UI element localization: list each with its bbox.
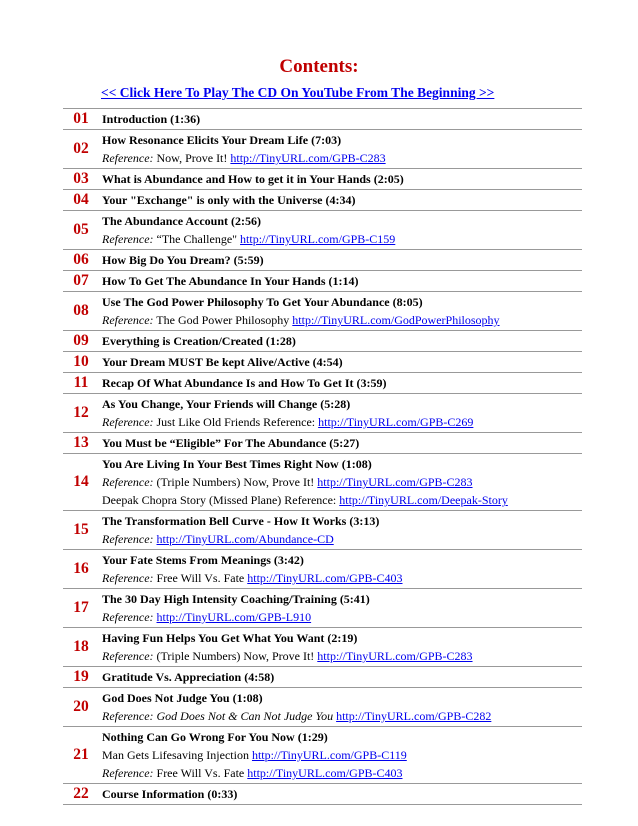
reference-link[interactable]: http://TinyURL.com/Deepak-Story [339,493,508,507]
track-number: 12 [73,404,89,421]
track-title[interactable]: Gratitude Vs. Appreciation (4:58) [102,670,275,684]
toc-row [63,667,582,688]
toc-row [63,589,582,628]
reference-text: Deepak Chopra Story (Missed Plane) Reference: [102,493,340,507]
reference-text: Free Will Vs. Fate [153,571,248,585]
toc-row [63,511,582,550]
reference-link[interactable]: http://TinyURL.com/GPB-C269 [318,415,474,429]
toc-row [63,454,582,511]
track-number: 10 [73,353,89,370]
toc-row [63,550,582,589]
reference-link[interactable]: http://TinyURL.com/GPB-C403 [247,766,403,780]
track-body [99,373,582,393]
reference-link[interactable]: http://TinyURL.com/GPB-C283 [317,649,473,663]
reference-text: (Triple Numbers) Now, Prove It! [153,649,318,663]
reference-line [102,530,582,548]
track-title[interactable]: What is Abundance and How to get it in Your Hands (2:05) [102,172,404,186]
track-body [99,628,582,666]
toc-row [63,394,582,433]
toc-row [63,211,582,250]
reference-line [102,311,582,329]
track-number: 15 [73,521,89,538]
track-number: 21 [73,746,89,763]
track-number: 04 [73,191,89,208]
track-title[interactable]: God Does Not Judge You (1:08) [102,691,263,705]
track-number: 20 [73,698,89,715]
play-youtube-link[interactable]: << Click Here To Play The CD On YouTube From The Beginning >> [101,85,495,100]
reference-label: Reference: [102,649,154,663]
track-body [99,271,582,291]
track-title[interactable]: You Must be “Eligible” For The Abundance (5:27) [102,436,360,450]
track-body [99,454,582,510]
track-title[interactable]: Use The God Power Philosophy To Get Your Abundance (8:05) [102,295,423,309]
reference-text: The God Power Philosophy [153,313,293,327]
track-number: 11 [73,374,89,391]
track-body [99,211,582,249]
reference-label: Reference: [102,571,154,585]
reference-label: Reference: [102,313,154,327]
toc-row [63,727,582,784]
reference-line [102,230,582,248]
track-title[interactable]: How Big Do You Dream? (5:59) [102,253,264,267]
toc-row [63,190,582,211]
toc-row [63,130,582,169]
track-title[interactable]: Course Information (0:33) [102,787,238,801]
reference-label: Reference: [102,475,154,489]
toc-row [63,169,582,190]
track-number: 16 [73,560,89,577]
track-body [99,511,582,549]
track-number: 07 [73,272,89,289]
track-body [99,727,582,783]
reference-link[interactable]: http://TinyURL.com/GPB-C283 [230,151,386,165]
track-number: 03 [73,170,89,187]
track-number: 01 [73,110,89,127]
track-title[interactable]: Nothing Can Go Wrong For You Now (1:29) [102,730,328,744]
toc-row [63,688,582,727]
track-title[interactable]: Introduction (1:36) [102,112,201,126]
track-number: 06 [73,251,89,268]
track-body [99,190,582,210]
reference-link[interactable]: http://TinyURL.com/GodPowerPhilosophy [292,313,500,327]
track-number: 13 [73,434,89,451]
track-body [99,589,582,627]
track-number: 18 [73,638,89,655]
toc-row [63,628,582,667]
track-number: 02 [73,140,89,157]
reference-label: Reference: [102,766,154,780]
reference-text: Man Gets Lifesaving Injection [102,748,252,762]
track-number: 14 [73,473,89,490]
toc-row [63,292,582,331]
track-title[interactable]: How To Get The Abundance In Your Hands (1:14) [102,274,359,288]
track-number: 05 [73,221,89,238]
track-title[interactable]: As You Change, Your Friends will Change (5:28) [102,397,351,411]
track-number: 17 [73,599,89,616]
track-title[interactable]: How Resonance Elicits Your Dream Life (7:03) [102,133,342,147]
track-title[interactable]: The Abundance Account (2:56) [102,214,262,228]
track-title[interactable]: Your Dream MUST Be kept Alive/Active (4:54) [102,355,343,369]
track-title[interactable]: Everything is Creation/Created (1:28) [102,334,296,348]
track-body [99,292,582,330]
toc-row [63,109,582,130]
reference-line [102,707,582,725]
track-number: 09 [73,332,89,349]
track-title[interactable]: The Transformation Bell Curve - How It Works (3:13) [102,514,380,528]
reference-text: Free Will Vs. Fate [153,766,248,780]
reference-line [102,473,582,491]
track-title[interactable]: Your "Exchange" is only with the Universe (4:34) [102,193,356,207]
track-body [99,550,582,588]
track-number: 08 [73,302,89,319]
track-body [99,169,582,189]
reference-text: Just Like Old Friends Reference: [153,415,319,429]
reference-label: Reference: [102,610,154,624]
track-body [99,667,582,687]
track-body [99,250,582,270]
reference-line [102,608,582,626]
reference-link[interactable]: http://TinyURL.com/GPB-C282 [336,709,492,723]
reference-line [102,764,582,782]
track-title[interactable]: Your Fate Stems From Meanings (3:42) [102,553,304,567]
track-title[interactable]: Having Fun Helps You Get What You Want (2:19) [102,631,358,645]
track-body [99,433,582,453]
track-title[interactable]: The 30 Day High Intensity Coaching/Training (5:41) [102,592,370,606]
reference-link[interactable]: http://TinyURL.com/GPB-L910 [156,610,312,624]
reference-label: Reference: [102,532,154,546]
track-body [99,688,582,726]
page-title: Contents: [279,56,359,77]
track-body [99,784,582,804]
reference-label: Reference: [102,415,154,429]
toc-row [63,271,582,292]
toc-row [63,352,582,373]
toc-row [63,250,582,271]
reference-line [102,491,582,509]
track-body [99,352,582,372]
toc-row [63,433,582,454]
reference-line [102,647,582,665]
reference-line [102,149,582,167]
track-title[interactable]: You Are Living In Your Best Times Right Now (1:08) [102,457,372,471]
reference-text: Now, Prove It! [153,151,231,165]
track-number: 22 [73,785,89,802]
toc-row [63,373,582,394]
reference-link[interactable]: http://TinyURL.com/GPB-C283 [317,475,473,489]
track-title[interactable]: Recap Of What Abundance Is and How To Get It (3:59) [102,376,387,390]
reference-label: Reference: God Does Not & Can Not Judge You [102,709,334,723]
toc-row [63,784,582,805]
track-body [99,109,582,129]
track-body [99,130,582,168]
toc-row [63,331,582,352]
reference-link[interactable]: http://TinyURL.com/Abundance-CD [156,532,334,546]
reference-label: Reference: [102,232,154,246]
reference-text: (Triple Numbers) Now, Prove It! [153,475,318,489]
reference-line [102,569,582,587]
reference-link[interactable]: http://TinyURL.com/GPB-C403 [247,571,403,585]
track-body [99,394,582,432]
track-number: 19 [73,668,89,685]
reference-link[interactable]: http://TinyURL.com/GPB-C159 [240,232,396,246]
contents-table [63,108,582,805]
track-body [99,331,582,351]
reference-text: “The Challenge" [153,232,241,246]
reference-line [102,746,582,764]
reference-link[interactable]: http://TinyURL.com/GPB-C119 [251,748,407,762]
reference-label: Reference: [102,151,154,165]
reference-line [102,413,582,431]
